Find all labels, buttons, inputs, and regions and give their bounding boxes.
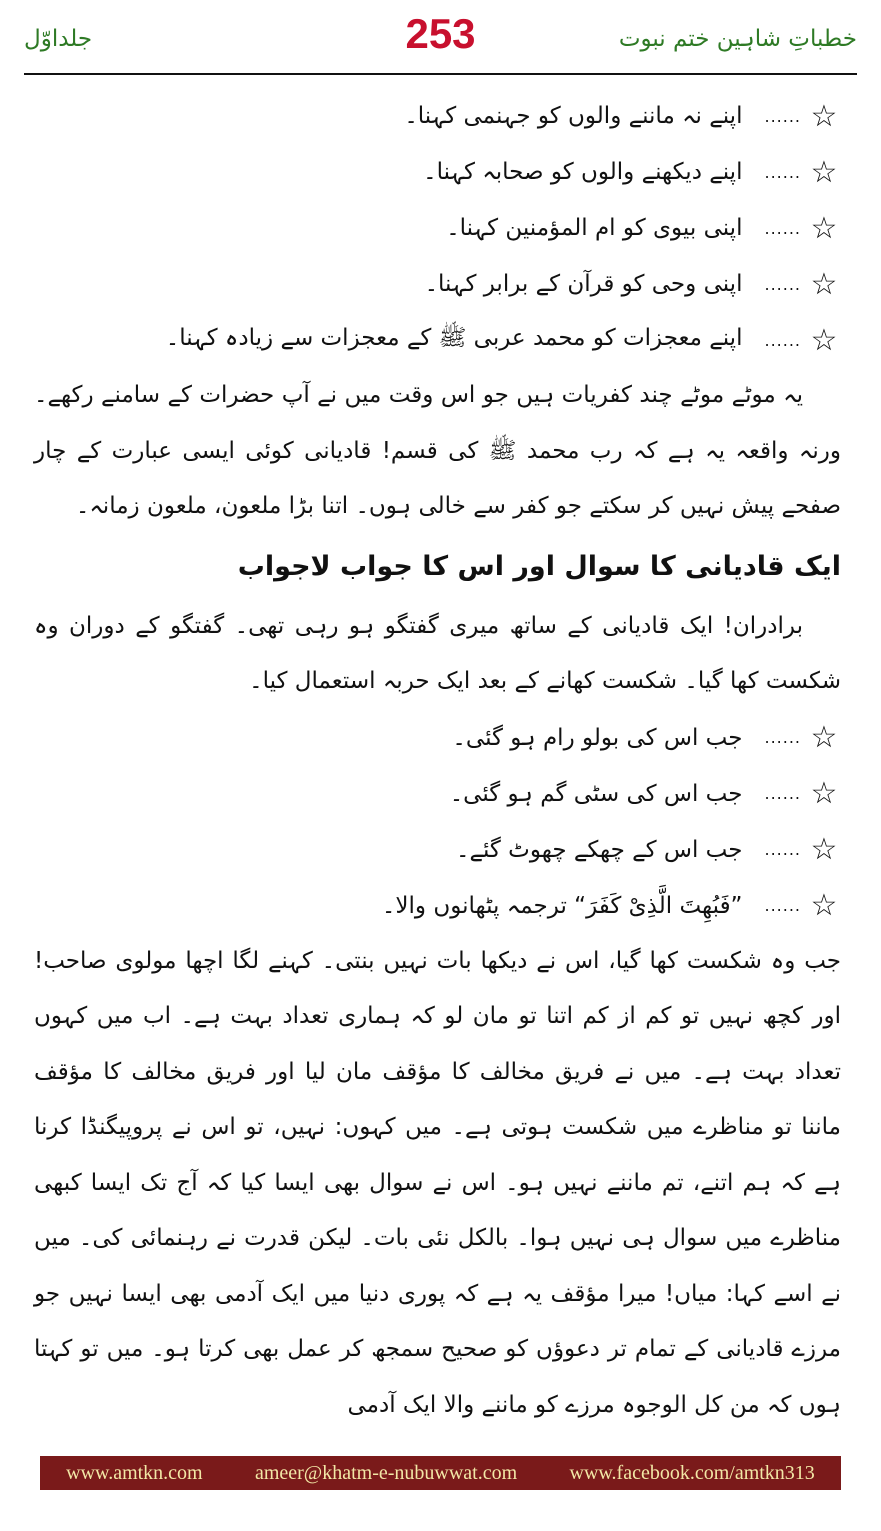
leader-dots: ......	[764, 274, 801, 294]
list-item-text: جب اس کی بولو رام ہو گئی۔	[452, 724, 743, 751]
leader-dots: ......	[764, 840, 801, 859]
list-item	[34, 88, 841, 144]
leader-dots: ......	[764, 728, 801, 747]
bullet-list-2	[34, 710, 841, 934]
leader-dots: ......	[764, 330, 801, 350]
leader-dots: ......	[764, 106, 801, 126]
list-item	[34, 200, 841, 256]
page-body	[34, 88, 841, 1433]
paragraph-2: برادران! ایک قادیانی کے ساتھ میری گفتگو ہو رہی تھی۔ گفتگو کے دوران وہ شکست کھا گیا۔ شکست کھانے کے بعد ایک حربہ استعمال کیا۔	[34, 612, 841, 694]
star-icon: ☆	[810, 266, 838, 302]
list-item-text: اپنی بیوی کو ام المؤمنین کہنا۔	[446, 215, 743, 241]
list-item	[34, 256, 841, 312]
list-item	[34, 144, 841, 200]
list-item	[34, 710, 841, 766]
star-icon: ☆	[810, 322, 838, 358]
header-divider	[24, 73, 857, 75]
star-icon: ☆	[810, 154, 838, 190]
star-icon: ☆	[810, 210, 838, 246]
list-item-text: اپنے دیکھنے والوں کو صحابہ کہنا۔	[423, 159, 743, 185]
list-item-text: جب اس کے چھکے چھوٹ گئے۔	[456, 836, 743, 863]
page-footer	[40, 1456, 841, 1490]
leader-dots: ......	[764, 162, 801, 182]
star-icon: ☆	[810, 98, 838, 134]
star-icon: ☆	[810, 776, 838, 811]
list-item-text: اپنی وحی کو قرآن کے برابر کہنا۔	[424, 271, 743, 297]
section-heading: ایک قادیانی کا سوال اور اس کا جواب لاجواب	[237, 550, 841, 582]
list-item-text: اپنے نہ ماننے والوں کو جہنمی کہنا۔	[404, 103, 743, 129]
list-item	[34, 766, 841, 822]
star-icon: ☆	[810, 720, 838, 755]
list-item-text: ”فَبُهِتَ الَّذِىْ كَفَرَ“ ترجمہ پٹھانوں والا۔	[381, 892, 743, 919]
list-item	[34, 312, 841, 368]
star-icon: ☆	[810, 888, 838, 923]
book-title: خطباتِ شاہین ختم نبوت	[618, 26, 857, 52]
list-item	[34, 878, 841, 934]
page-header	[24, 12, 857, 64]
footer-facebook-link[interactable]: www.facebook.com/amtkn313	[569, 1461, 815, 1484]
list-item-text: جب اس کی سٹی گم ہو گئی۔	[449, 780, 743, 807]
paragraph-3: جب وہ شکست کھا گیا، اس نے دیکھا بات نہیں بنتی۔ کہنے لگا اچھا مولوی صاحب! اور کچھ نہیں تو کم از کم اتنا تو مان لو کہ ہماری تعداد بہت ہے۔ اب میں کہوں تعداد بہت ہے۔ میں نے فریق مخالف کا مؤقف مان لیا اور فریق مخالف کا مؤقف ماننا تو مناظرے میں شکست ہوتی ہے۔ میں کہوں: نہیں، تو اس نے پروپیگنڈا کرنا ہے کہ ہم اتنے، تم ماننے نہیں ہو۔ اس نے سوال بھی ایسا کیا کہ آج تک ایسا کبھی مناظرے میں سوال ہی نہیں ہوا۔ بالکل نئی بات۔ لیکن قدرت نے رہنمائی کی۔ میں نے اسے کہا: میاں! میرا مؤقف یہ ہے کہ پوری دنیا میں ایک آدمی بھی ایسا نہیں جو مرزے قادیانی کے تمام تر دعوؤں کو صحیح سمجھ کر عمل بھی کرتا ہو۔ میں تو کہتا ہوں کہ من کل الوجوہ مرزے کو ماننے والا ایک آدمی	[34, 947, 841, 1418]
page-number: 253	[405, 10, 476, 57]
footer-email-link[interactable]: ameer@khatm-e-nubuwwat.com	[254, 1461, 518, 1484]
footer-website-link[interactable]: www.amtkn.com	[66, 1461, 203, 1484]
volume-label: جلداوّل	[24, 26, 93, 52]
list-item-text: اپنے معجزات کو محمد عربی ﷺ کے معجزات سے زیادہ کہنا۔	[165, 325, 743, 351]
bullet-list-1	[34, 88, 841, 368]
leader-dots: ......	[764, 896, 801, 915]
leader-dots: ......	[764, 218, 801, 238]
list-item	[34, 822, 841, 878]
paragraph-1: یہ موٹے موٹے چند کفریات ہیں جو اس وقت میں نے آپ حضرات کے سامنے رکھے۔ ورنہ واقعہ یہ ہے کہ رب محمد ﷺ کی قسم! قادیانی کوئی ایسی عبارت کے چار صفحے پیش نہیں کر سکتے جو کفر سے خالی ہوں۔ اتنا بڑا ملعون، ملعون زمانہ۔	[34, 382, 841, 519]
leader-dots: ......	[764, 784, 801, 803]
star-icon: ☆	[810, 832, 838, 867]
